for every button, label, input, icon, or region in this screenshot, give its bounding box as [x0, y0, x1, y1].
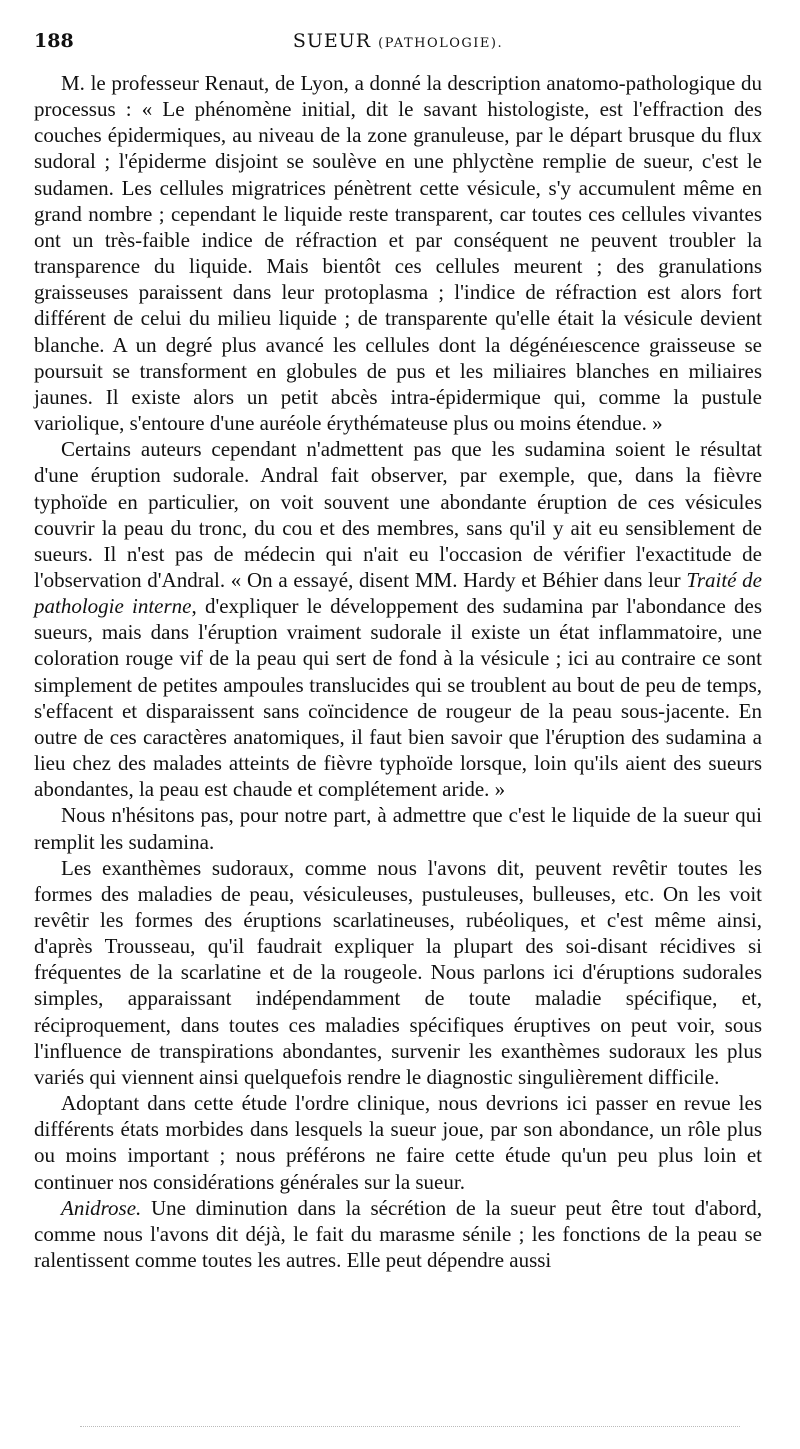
running-title	[94, 30, 762, 52]
paragraph	[34, 1090, 762, 1195]
running-title-sub: (PATHOLOGIE).	[378, 36, 504, 51]
paragraph	[34, 70, 762, 436]
page-number: 188	[34, 30, 74, 52]
paragraph	[34, 855, 762, 1090]
text-segment: Les exanthèmes sudoraux, comme nous l'avons dit, peuvent revêtir toutes les formes des maladies de peau, vésiculeuses, pustuleuses, bulleuses, etc. On les voit revêtir les formes des éruptions scarlatineuses, rubéoliques, et c'est même ainsi, d'après Trousseau, qu'il faudrait expliquer la plupart des soi-disant récidives si fréquentes de la scarlatine et de la rougeole. Nous parlons ici d'éruptions sudorales simples, apparaissant indépendamment de toute maladie spécifique, et, réciproquement, dans toutes ces maladies spécifiques éruptives on peut voir, sous l'influence de transpirations abondantes, survenir les exanthèmes sudoraux les plus variés qui viennent ainsi quelquefois rendre le diagnostic singulièrement difficile.	[34, 855, 762, 1089]
page-header	[34, 30, 762, 66]
paragraph	[34, 1195, 762, 1273]
text-segment: Nous n'hésitons pas, pour notre part, à admettre que c'est le liquide de la sueur qui remplit les sudamina.	[34, 803, 762, 854]
text-segment: Certains auteurs cependant n'admettent pas que les sudamina soient le résultat d'une éruption sudorale. Andral fait observer, par exemple, que, dans la fièvre typhoïde en particulier, on voit souvent une abondante éruption de ces vésicules couvrir la peau du tronc, du cou et des membres, sans qu'il y ait eu sensiblement de sueurs. Il n'est pas de médecin qui n'ait eu l'occasion de vérifier l'exactitude de l'observation d'Andral. « On a essayé, disent MM. Hardy et Béhier dans leur	[34, 437, 762, 592]
text-segment: , d'expliquer le développement des sudamina par l'abondance des sueurs, mais dans l'éruption vraiment sudorale il existe un état inflammatoire, une coloration rouge vif de la peau qui sert de fond à la vésicule ; ici au contraire ce sont simplement de petites ampoules translucides qui se troublent au bout de peu de temps, s'effacent et disparaissent sans coïncidence de rougeur de la peau sous-jacente. En outre de ces caractères anatomiques, il faut bien savoir que l'éruption des sudamina a lieu chez des malades atteints de fièvre typhoïde lorsque, loin qu'ils aient des sueurs abondantes, la peau est chaude et complétement aride. »	[34, 594, 762, 802]
italic-text: Anidrose.	[61, 1195, 142, 1220]
text-segment: Une diminution dans la sécrétion de la sueur peut être tout d'abord, comme nous l'avons dit déjà, le fait du marasme sénile ; les fonctions de la peau se ralentissent comme toutes les autres. Elle peut dépendre aussi	[34, 1195, 762, 1273]
footer-rule	[80, 1426, 740, 1428]
body-text	[34, 70, 762, 1273]
paragraph	[34, 436, 762, 802]
paragraph	[34, 802, 762, 854]
italic-text: Traité de pathologie interne	[34, 567, 762, 619]
running-title-main: SUEUR	[292, 30, 372, 52]
text-segment: Adoptant dans cette étude l'ordre clinique, nous devrions ici passer en revue les différents états morbides dans lesquels la sueur joue, par son abondance, un rôle plus ou moins important ; nous préférons ne faire cette étude qu'un peu plus loin et continuer nos considérations générales sur la sueur.	[34, 1091, 762, 1194]
text-segment: M. le professeur Renaut, de Lyon, a donné la description anatomo-pathologique du processus : « Le phénomène initial, dit le savant histologiste, est l'effraction des couches épidermiques, au niveau de la zone granuleuse, par le départ brusque du flux sudoral ; l'épiderme disjoint se soulève en une phlyctène remplie de sueur, c'est le sudamen. Les cellules migratrices pénètrent cette vésicule, s'y accumulent même en grand nombre ; cependant le liquide reste transparent, car toutes ces cellules vivantes ont un très-faible indice de réfraction et par conséquent ne peuvent troubler la transparence du liquide. Mais bientôt ces cellules meurent ; des granulations graisseuses paraissent dans leur protoplasma ; l'indice de réfraction est alors fort différent de celui du milieu liquide ; de transparente qu'elle était la vésicule devient blanche. A un degré plus avancé les cellules dont la dégénéıescence graisseuse se poursuit se transforment en globules de pus et les miliaires blanches en miliaires jaunes. Il existe alors un petit abcès intra-épidermique qui, comme la pustule variolique, s'entoure d'une auréole érythémateuse plus ou moins étendue. »	[34, 71, 762, 436]
